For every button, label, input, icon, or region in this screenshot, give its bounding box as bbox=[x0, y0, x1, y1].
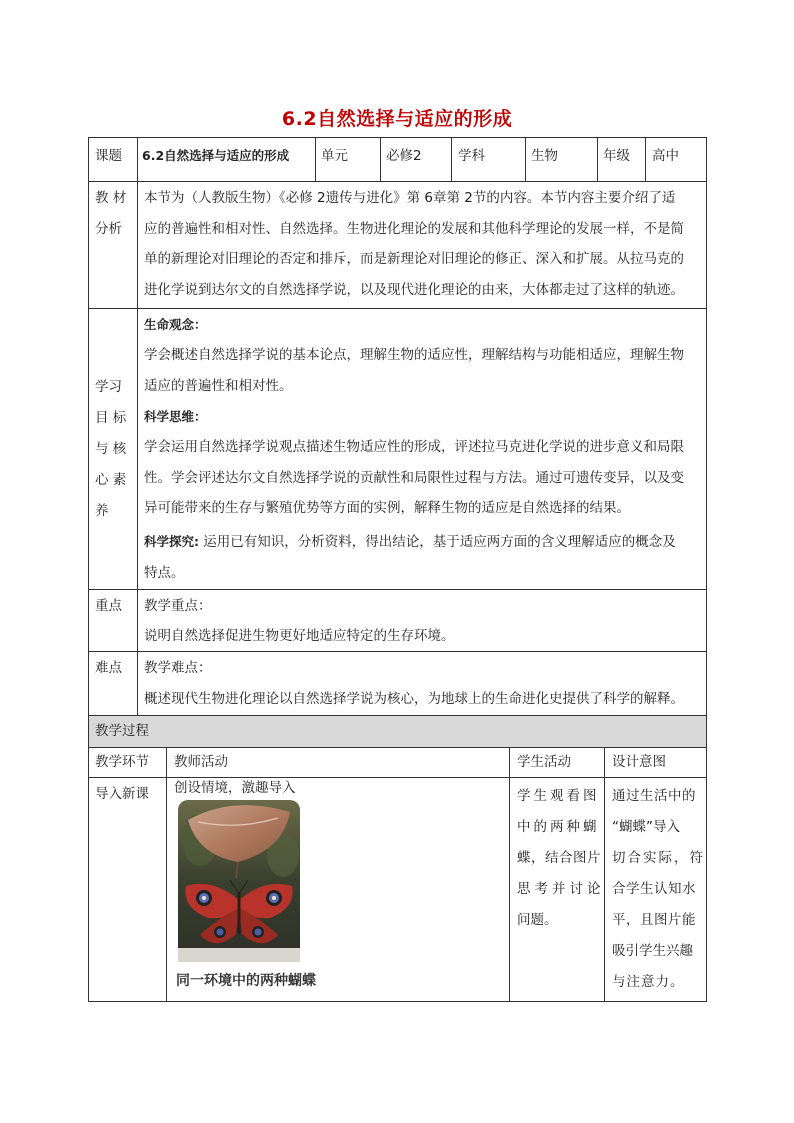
inquiry-line: 特点。 bbox=[144, 564, 185, 581]
student-line: 中的两种蝴 bbox=[517, 819, 600, 835]
col-stage: 教学环节 bbox=[95, 754, 149, 770]
analysis-line: 进化学说到达尔文的自然选择学说，以及现代进化理论的由来，大体都走过了这样的轨迹。 bbox=[144, 281, 684, 298]
analysis-line: 应的普遍性和相对性、自然选择。生物进化理论的发展和其他科学理论的发展一样，不是简 bbox=[144, 220, 684, 237]
analysis-label-1: 教 材 bbox=[95, 190, 127, 206]
grade-value: 高中 bbox=[652, 148, 679, 164]
design-line: 平，且图片能 bbox=[612, 912, 696, 928]
difficulty-label: 难点 bbox=[95, 660, 122, 676]
student-activity bbox=[517, 781, 605, 936]
stage-value: 导入新课 bbox=[95, 786, 149, 802]
life-line: 适应的普遍性和相对性。 bbox=[144, 377, 293, 394]
col-teacher: 教师活动 bbox=[174, 754, 228, 770]
design-line: “蝴蝶”导入 bbox=[612, 819, 680, 835]
life-text bbox=[144, 340, 704, 401]
document-title: 6.2自然选择与适应的形成 bbox=[281, 108, 513, 130]
analysis-line: 单的新理论对旧理论的否定和排斥，而是新理论对旧理论的修正、深入和扩展。从拉马克的 bbox=[144, 251, 684, 267]
thinking-heading: 科学思维： bbox=[144, 409, 207, 424]
student-line: 问题。 bbox=[517, 912, 558, 928]
student-line: 蝶，结合图片 bbox=[517, 850, 601, 866]
difficulty-heading: 教学难点： bbox=[144, 660, 212, 676]
objectives-label-4: 心 素 bbox=[95, 472, 127, 488]
design-line: 通过生活中的 bbox=[612, 788, 696, 804]
objectives-label-1: 学习 bbox=[95, 379, 122, 395]
key-point-text: 说明自然选择促进生物更好地适应特定的生存环境。 bbox=[144, 628, 455, 644]
design-line: 与注意力。 bbox=[612, 974, 685, 990]
thinking-text bbox=[144, 432, 704, 524]
topic-value: 6.2自然选择与适应的形成 bbox=[142, 148, 290, 163]
inquiry-heading: 科学探究: bbox=[144, 534, 199, 549]
objectives-label-3: 与 核 bbox=[95, 441, 127, 457]
analysis-label-2: 分析 bbox=[95, 221, 122, 237]
subject-label: 学科 bbox=[458, 148, 485, 164]
objectives-label-2: 目 标 bbox=[95, 410, 127, 426]
col-design: 设计意图 bbox=[612, 754, 666, 770]
design-line: 合学生认知水 bbox=[612, 881, 696, 897]
col-student: 学生活动 bbox=[517, 754, 571, 770]
thinking-line: 异可能带来的生存与繁殖优势等方面的实例，解释生物的适应是自然选择的结果。 bbox=[144, 500, 630, 516]
thinking-line: 学会运用自然选择学说观点描述生物适应性的形成，评述拉马克进化学说的进步意义和局限 bbox=[144, 439, 684, 455]
difficulty-text: 概述现代生物进化理论以自然选择学说为核心，为地球上的生命进化史提供了科学的解释。 bbox=[144, 691, 684, 707]
subject-value: 生物 bbox=[531, 148, 558, 164]
topic-label: 课题 bbox=[95, 148, 122, 164]
design-line: 切合实际，符 bbox=[612, 850, 705, 866]
life-line: 学会概述自然选择学说的基本论点，理解生物的适应性，理解结构与功能相适应，理解生物 bbox=[144, 347, 684, 363]
inquiry-line: 运用已有知识，分析资料，得出结论，基于适应两方面的含义理解适应的概念及 bbox=[199, 534, 676, 550]
inquiry-text bbox=[144, 527, 704, 588]
student-line: 学生观看图 bbox=[517, 788, 600, 804]
unit-label: 单元 bbox=[321, 148, 348, 164]
analysis-text bbox=[144, 183, 704, 305]
thinking-line: 性。学会评述达尔文自然选择学说的贡献性和局限性过程与方法。通过可遗传变异，以及变 bbox=[144, 469, 684, 486]
key-point-label: 重点 bbox=[95, 598, 122, 614]
butterflies-image bbox=[178, 800, 300, 962]
design-intent bbox=[612, 781, 705, 998]
teacher-text: 创设情境，激趣导入 bbox=[174, 780, 296, 796]
key-point-heading: 教学重点： bbox=[144, 598, 212, 614]
analysis-line: 本节为（人教版生物）《必修 2遗传与进化》第 6章第 2节的内容。本节内容主要介绍了适 bbox=[144, 190, 676, 206]
image-caption: 同一环境中的两种蝴蝶 bbox=[176, 973, 316, 989]
unit-value: 必修2 bbox=[386, 148, 422, 164]
objectives-label-5: 养 bbox=[95, 503, 109, 519]
process-heading-bg bbox=[89, 716, 706, 747]
design-line: 吸引学生兴趣 bbox=[612, 943, 693, 959]
process-heading: 教学过程 bbox=[95, 723, 149, 739]
student-line: 思考并讨论 bbox=[517, 881, 605, 897]
grade-label: 年级 bbox=[603, 148, 630, 164]
life-heading: 生命观念： bbox=[144, 317, 207, 332]
